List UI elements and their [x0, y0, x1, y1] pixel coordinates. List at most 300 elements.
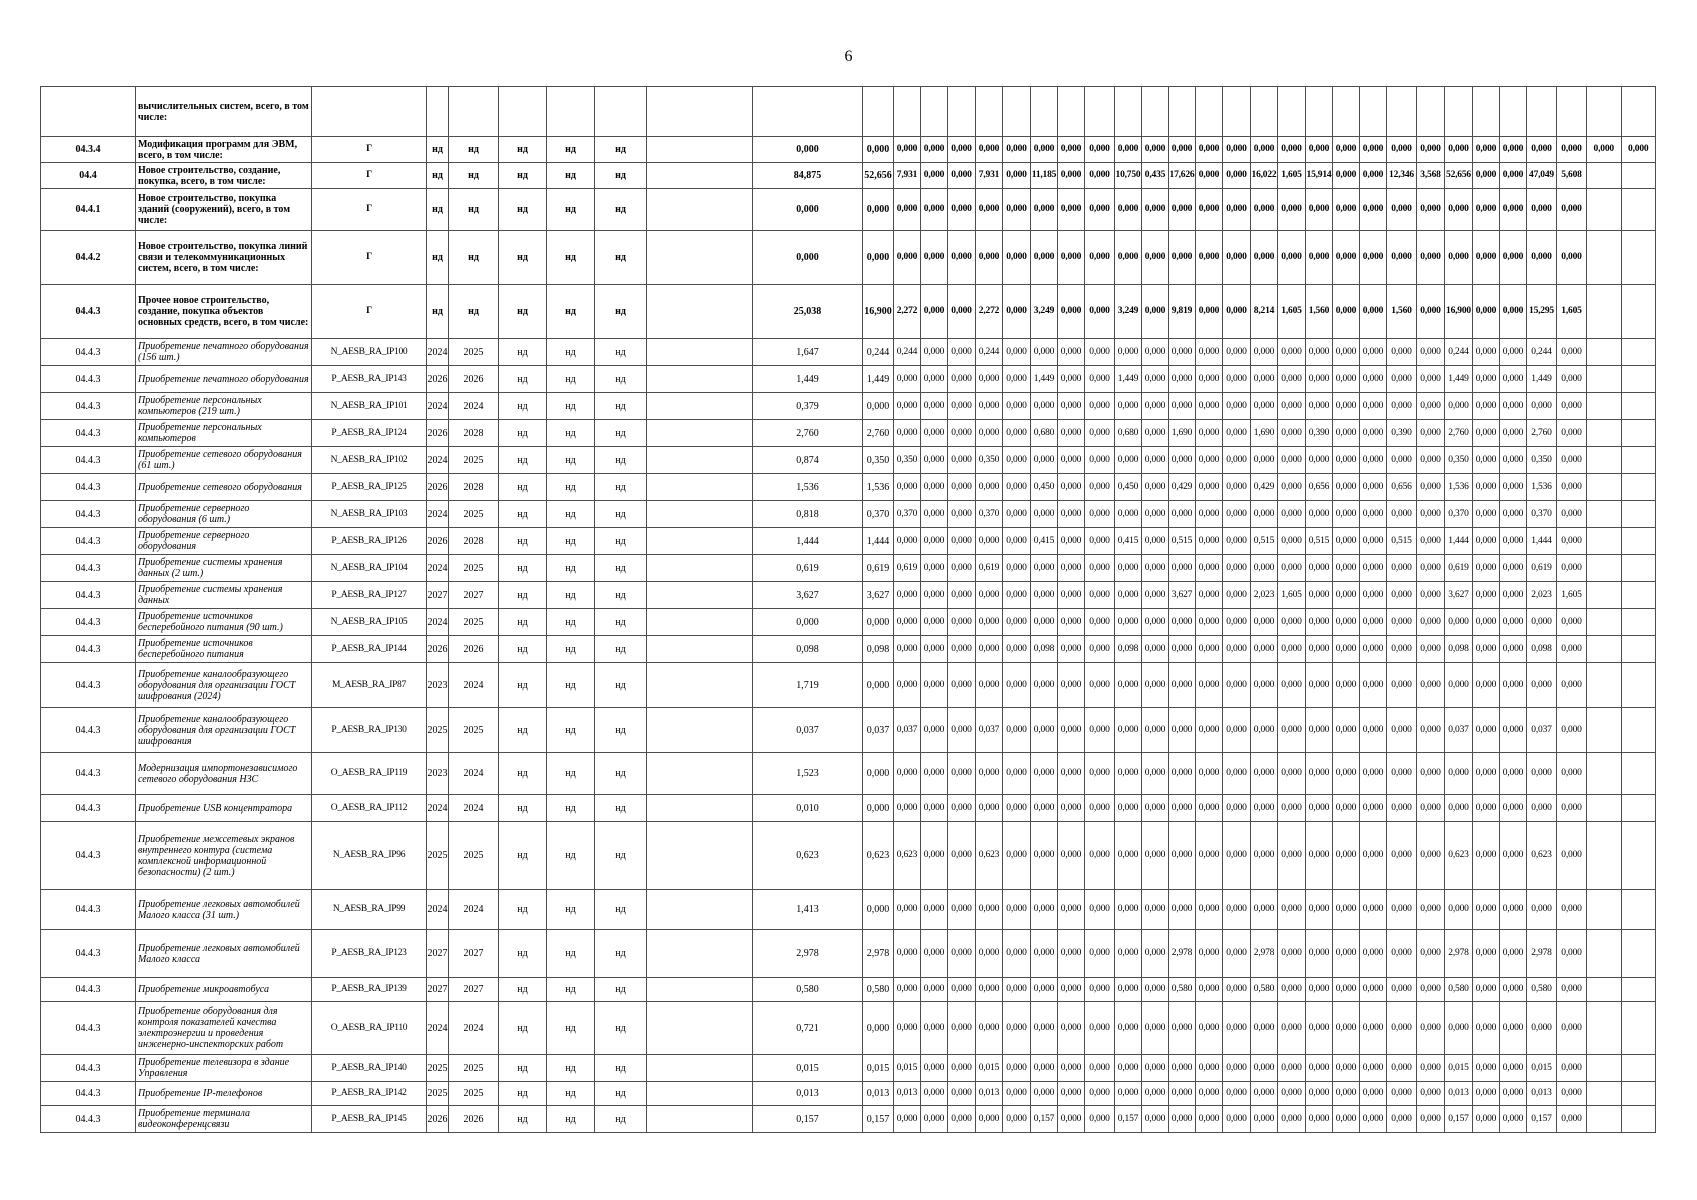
row-cell: нд	[595, 1106, 647, 1133]
value-cell: 0,000	[921, 339, 948, 366]
row-cell: нд	[499, 795, 547, 822]
row-total-financing: 0,015	[863, 1055, 894, 1082]
value-cell: 0,429	[1169, 474, 1196, 501]
table-row	[41, 393, 1656, 420]
value-cell: 0,000	[1251, 137, 1278, 163]
row-cell: нд	[499, 636, 547, 663]
value-cell: 0,000	[1621, 137, 1656, 163]
value-cell: 0,000	[948, 609, 976, 636]
value-cell: 0,000	[1058, 163, 1085, 189]
value-cell	[1587, 753, 1622, 795]
value-cell: 0,000	[1058, 582, 1085, 609]
value-cell: 0,000	[1306, 1002, 1333, 1055]
value-cell	[1621, 708, 1656, 753]
row-end-year: 2024	[449, 663, 499, 708]
row-start-year: нд	[427, 189, 449, 231]
value-cell: 0,000	[921, 189, 948, 231]
value-cell	[1621, 1055, 1656, 1082]
value-cell: 0,000	[948, 636, 976, 663]
row-cell: нд	[499, 420, 547, 447]
value-cell	[1587, 163, 1622, 189]
row-total-cost: 0,000	[753, 189, 863, 231]
value-cell: 0,000	[1142, 339, 1169, 366]
value-cell: 0,000	[1085, 366, 1115, 393]
value-cell: 0,000	[1387, 609, 1417, 636]
value-cell	[1587, 795, 1622, 822]
value-cell: 0,000	[976, 189, 1003, 231]
row-end-year: нд	[449, 137, 499, 163]
row-identifier: Г	[312, 231, 427, 285]
value-cell: 7,931	[894, 163, 921, 189]
value-cell: 1,605	[1278, 285, 1306, 339]
value-cell: 0,000	[1473, 663, 1500, 708]
value-cell: 0,000	[1306, 189, 1333, 231]
value-cell: 0,015	[1445, 1055, 1473, 1082]
value-cell: 0,415	[1031, 528, 1058, 555]
value-cell	[1003, 87, 1031, 137]
value-cell: 0,000	[976, 795, 1003, 822]
value-cell: 0,000	[1031, 609, 1058, 636]
value-cell: 0,000	[1333, 137, 1360, 163]
value-cell: 0,000	[948, 528, 976, 555]
value-cell: 15,295	[1527, 285, 1557, 339]
value-cell: 0,623	[1445, 822, 1473, 890]
value-cell: 0,000	[1333, 708, 1360, 753]
row-start-year	[427, 87, 449, 137]
value-cell: 0,000	[1058, 231, 1085, 285]
row-start-year: 2026	[427, 420, 449, 447]
row-cell: нд	[499, 753, 547, 795]
value-cell: 0,000	[1142, 1055, 1169, 1082]
value-cell: 0,000	[1142, 582, 1169, 609]
value-cell: 0,000	[1223, 189, 1251, 231]
row-cell: нд	[547, 189, 595, 231]
value-cell: 8,214	[1251, 285, 1278, 339]
row-end-year: 2025	[449, 339, 499, 366]
value-cell: 0,000	[1387, 189, 1417, 231]
value-cell: 0,000	[1196, 609, 1223, 636]
value-cell	[1621, 366, 1656, 393]
value-cell: 0,000	[948, 474, 976, 501]
row-code: 04.4	[41, 163, 136, 189]
value-cell: 0,580	[1527, 978, 1557, 1002]
value-cell: 1,605	[1557, 582, 1587, 609]
value-cell	[1417, 87, 1445, 137]
value-cell: 0,000	[1003, 420, 1031, 447]
row-name: Приобретение системы хранения данных (2 шт.)	[136, 555, 312, 582]
table-row	[41, 609, 1656, 636]
row-identifier: P_AESB_RA_IP143	[312, 366, 427, 393]
row-name: Приобретение телевизора в здание Управления	[136, 1055, 312, 1082]
value-cell: 5,608	[1557, 163, 1587, 189]
value-cell: 0,000	[1058, 1082, 1085, 1106]
value-cell: 0,000	[1473, 708, 1500, 753]
value-cell: 0,037	[976, 708, 1003, 753]
row-cell: нд	[595, 137, 647, 163]
table-row	[41, 978, 1656, 1002]
row-end-year: 2027	[449, 978, 499, 1002]
value-cell: 0,000	[1058, 795, 1085, 822]
row-cell: нд	[547, 663, 595, 708]
value-cell	[1621, 582, 1656, 609]
value-cell: 0,000	[1003, 163, 1031, 189]
value-cell: 0,000	[1387, 1106, 1417, 1133]
value-cell: 0,000	[1360, 890, 1387, 930]
row-total-cost: 0,037	[753, 708, 863, 753]
row-cell: нд	[595, 231, 647, 285]
row-cell: нд	[595, 978, 647, 1002]
row-cell: нд	[499, 1106, 547, 1133]
value-cell: 0,000	[1142, 474, 1169, 501]
value-cell: 0,350	[894, 447, 921, 474]
value-cell: 0,000	[1196, 420, 1223, 447]
value-cell: 0,000	[976, 636, 1003, 663]
value-cell: 0,656	[1306, 474, 1333, 501]
value-cell: 0,000	[1058, 1106, 1085, 1133]
row-code: 04.4.3	[41, 474, 136, 501]
value-cell: 0,000	[1527, 609, 1557, 636]
value-cell: 0,000	[1387, 890, 1417, 930]
value-cell: 0,000	[1058, 474, 1085, 501]
row-cell	[647, 555, 753, 582]
value-cell: 0,000	[1387, 366, 1417, 393]
value-cell: 3,249	[1115, 285, 1142, 339]
value-cell: 0,000	[1500, 795, 1527, 822]
value-cell: 0,000	[1003, 1055, 1031, 1082]
table-row	[41, 366, 1656, 393]
row-end-year: 2025	[449, 708, 499, 753]
value-cell: 1,690	[1251, 420, 1278, 447]
value-cell: 0,000	[894, 663, 921, 708]
value-cell: 0,000	[1360, 420, 1387, 447]
table-row	[41, 636, 1656, 663]
value-cell: 0,000	[1223, 1106, 1251, 1133]
value-cell: 0,000	[1031, 1055, 1058, 1082]
value-cell	[948, 87, 976, 137]
value-cell: 0,000	[1169, 366, 1196, 393]
value-cell: 0,000	[1360, 822, 1387, 890]
value-cell: 0,000	[1360, 231, 1387, 285]
value-cell: 0,000	[948, 420, 976, 447]
row-cell: нд	[547, 978, 595, 1002]
value-cell: 3,249	[1031, 285, 1058, 339]
value-cell: 0,515	[1169, 528, 1196, 555]
value-cell: 0,000	[921, 663, 948, 708]
value-cell: 0,000	[1473, 609, 1500, 636]
value-cell: 2,978	[1445, 930, 1473, 978]
value-cell: 0,000	[1387, 708, 1417, 753]
row-total-cost: 0,015	[753, 1055, 863, 1082]
row-start-year: 2024	[427, 609, 449, 636]
value-cell: 0,000	[1003, 978, 1031, 1002]
value-cell	[1587, 189, 1622, 231]
value-cell: 0,680	[1031, 420, 1058, 447]
row-code: 04.4.1	[41, 189, 136, 231]
row-end-year: нд	[449, 189, 499, 231]
value-cell: 0,000	[948, 753, 976, 795]
value-cell: 0,000	[1387, 1002, 1417, 1055]
row-cell: нд	[499, 1055, 547, 1082]
row-cell: нд	[499, 231, 547, 285]
value-cell: 0,000	[1003, 708, 1031, 753]
value-cell: 0,000	[1031, 189, 1058, 231]
value-cell: 0,000	[1196, 366, 1223, 393]
value-cell: 0,000	[894, 978, 921, 1002]
table-row	[41, 339, 1656, 366]
value-cell: 0,000	[1417, 663, 1445, 708]
row-cell	[647, 708, 753, 753]
value-cell: 2,978	[1251, 930, 1278, 978]
value-cell: 0,000	[1058, 1055, 1085, 1082]
value-cell: 0,000	[1473, 582, 1500, 609]
value-cell: 0,000	[921, 795, 948, 822]
row-name: Приобретение сетевого оборудования (61 шт.)	[136, 447, 312, 474]
value-cell: 0,000	[1360, 1055, 1387, 1082]
row-end-year: 2028	[449, 474, 499, 501]
value-cell: 0,000	[894, 582, 921, 609]
value-cell: 0,000	[1557, 474, 1587, 501]
value-cell: 0,000	[976, 609, 1003, 636]
value-cell: 0,000	[1278, 555, 1306, 582]
value-cell: 0,000	[1058, 753, 1085, 795]
value-cell: 0,000	[1031, 582, 1058, 609]
value-cell: 0,000	[1115, 753, 1142, 795]
value-cell: 0,000	[1085, 822, 1115, 890]
value-cell: 0,000	[894, 366, 921, 393]
value-cell	[1621, 528, 1656, 555]
value-cell: 0,000	[1417, 609, 1445, 636]
value-cell: 0,000	[921, 501, 948, 528]
value-cell: 0,000	[1557, 890, 1587, 930]
row-identifier: P_AESB_RA_IP145	[312, 1106, 427, 1133]
value-cell: 0,000	[1085, 930, 1115, 978]
value-cell: 0,000	[921, 231, 948, 285]
value-cell: 0,000	[1527, 1002, 1557, 1055]
value-cell: 0,000	[1557, 930, 1587, 978]
value-cell: 0,515	[1251, 528, 1278, 555]
value-cell: 0,000	[976, 137, 1003, 163]
value-cell: 0,000	[1527, 137, 1557, 163]
value-cell: 0,000	[1417, 1002, 1445, 1055]
row-total-financing: 1,444	[863, 528, 894, 555]
value-cell: 0,000	[1003, 890, 1031, 930]
value-cell: 0,000	[1169, 795, 1196, 822]
value-cell	[1196, 87, 1223, 137]
value-cell: 9,819	[1169, 285, 1196, 339]
row-start-year: 2024	[427, 890, 449, 930]
row-cell	[647, 795, 753, 822]
row-total-financing: 0,000	[863, 393, 894, 420]
value-cell: 0,000	[1278, 501, 1306, 528]
row-identifier: P_AESB_RA_IP126	[312, 528, 427, 555]
row-start-year: 2025	[427, 1055, 449, 1082]
value-cell: 0,000	[921, 366, 948, 393]
value-cell: 1,605	[1557, 285, 1587, 339]
value-cell: 0,000	[921, 137, 948, 163]
row-cell	[647, 1082, 753, 1106]
value-cell: 0,000	[1278, 708, 1306, 753]
value-cell: 0,000	[1417, 555, 1445, 582]
value-cell: 0,000	[1142, 930, 1169, 978]
value-cell	[1621, 822, 1656, 890]
row-cell: нд	[595, 795, 647, 822]
row-cell: нд	[547, 501, 595, 528]
value-cell: 0,000	[894, 231, 921, 285]
value-cell: 0,000	[1115, 795, 1142, 822]
row-code: 04.4.3	[41, 890, 136, 930]
value-cell: 0,000	[1333, 890, 1360, 930]
value-cell: 0,000	[1223, 339, 1251, 366]
value-cell: 0,000	[921, 555, 948, 582]
row-cell: нд	[547, 822, 595, 890]
value-cell	[1621, 1106, 1656, 1133]
row-cell	[647, 366, 753, 393]
value-cell: 0,000	[1169, 137, 1196, 163]
value-cell	[1278, 87, 1306, 137]
value-cell: 0,000	[1417, 231, 1445, 285]
value-cell: 0,000	[1360, 1106, 1387, 1133]
value-cell: 0,000	[1115, 1055, 1142, 1082]
row-cell	[647, 447, 753, 474]
row-identifier: P_AESB_RA_IP139	[312, 978, 427, 1002]
value-cell: 0,000	[1196, 822, 1223, 890]
row-cell	[647, 609, 753, 636]
value-cell: 0,000	[1058, 393, 1085, 420]
row-cell: нд	[547, 753, 595, 795]
value-cell: 0,000	[976, 366, 1003, 393]
value-cell: 0,000	[921, 528, 948, 555]
value-cell: 0,000	[948, 663, 976, 708]
value-cell: 0,000	[976, 1106, 1003, 1133]
value-cell: 0,000	[1360, 1082, 1387, 1106]
row-cell: нд	[547, 1082, 595, 1106]
value-cell: 1,444	[1445, 528, 1473, 555]
row-cell: нд	[499, 528, 547, 555]
row-total-cost: 25,038	[753, 285, 863, 339]
value-cell: 0,000	[1527, 189, 1557, 231]
row-cell: нд	[547, 474, 595, 501]
value-cell: 0,000	[1360, 582, 1387, 609]
value-cell: 0,000	[1278, 137, 1306, 163]
row-identifier: Г	[312, 189, 427, 231]
row-end-year: 2028	[449, 420, 499, 447]
value-cell: 0,000	[1417, 753, 1445, 795]
value-cell: 0,000	[1360, 474, 1387, 501]
row-cell: нд	[499, 163, 547, 189]
value-cell: 0,000	[1306, 393, 1333, 420]
value-cell: 0,000	[1223, 366, 1251, 393]
row-start-year: 2025	[427, 708, 449, 753]
value-cell: 0,000	[1387, 663, 1417, 708]
value-cell: 0,000	[1387, 930, 1417, 978]
row-code: 04.4.3	[41, 339, 136, 366]
row-start-year: 2024	[427, 339, 449, 366]
row-cell	[647, 930, 753, 978]
value-cell: 0,000	[1223, 930, 1251, 978]
row-identifier: N_AESB_RA_IP103	[312, 501, 427, 528]
value-cell: 0,000	[1500, 528, 1527, 555]
value-cell: 0,000	[1473, 231, 1500, 285]
value-cell: 2,978	[1527, 930, 1557, 978]
value-cell: 0,000	[1306, 890, 1333, 930]
value-cell: 0,000	[1251, 1055, 1278, 1082]
value-cell: 0,244	[976, 339, 1003, 366]
value-cell: 0,000	[1417, 339, 1445, 366]
table-row	[41, 474, 1656, 501]
value-cell	[1473, 87, 1500, 137]
value-cell: 0,000	[1085, 501, 1115, 528]
value-cell: 0,000	[1169, 753, 1196, 795]
value-cell: 0,000	[894, 1002, 921, 1055]
value-cell: 0,000	[948, 137, 976, 163]
value-cell: 0,000	[1251, 822, 1278, 890]
row-start-year: 2026	[427, 474, 449, 501]
value-cell: 0,000	[921, 1106, 948, 1133]
value-cell: 0,000	[1500, 231, 1527, 285]
value-cell: 0,000	[1557, 231, 1587, 285]
value-cell: 0,000	[1085, 447, 1115, 474]
value-cell: 0,000	[1278, 339, 1306, 366]
value-cell	[1587, 393, 1622, 420]
value-cell: 0,000	[921, 930, 948, 978]
value-cell: 0,000	[1058, 636, 1085, 663]
value-cell: 0,000	[1115, 137, 1142, 163]
value-cell	[1251, 87, 1278, 137]
value-cell: 0,000	[1278, 366, 1306, 393]
value-cell: 0,000	[1557, 795, 1587, 822]
row-start-year: 2025	[427, 1082, 449, 1106]
value-cell: 0,390	[1306, 420, 1333, 447]
value-cell: 0,000	[1500, 708, 1527, 753]
value-cell: 0,244	[894, 339, 921, 366]
value-cell: 0,000	[1500, 366, 1527, 393]
value-cell: 0,000	[1085, 753, 1115, 795]
value-cell: 0,000	[1251, 1002, 1278, 1055]
value-cell: 0,000	[1360, 339, 1387, 366]
table-row	[41, 447, 1656, 474]
value-cell: 0,000	[1251, 189, 1278, 231]
row-code: 04.4.3	[41, 1055, 136, 1082]
value-cell	[1587, 420, 1622, 447]
value-cell: 0,350	[976, 447, 1003, 474]
value-cell: 0,000	[1115, 231, 1142, 285]
value-cell: 2,760	[1445, 420, 1473, 447]
row-cell: нд	[595, 708, 647, 753]
value-cell: 0,000	[1003, 285, 1031, 339]
row-total-financing: 0,350	[863, 447, 894, 474]
row-name: Приобретение серверного оборудования (6 шт.)	[136, 501, 312, 528]
value-cell: 1,560	[1387, 285, 1417, 339]
value-cell: 47,049	[1527, 163, 1557, 189]
value-cell: 0,000	[921, 447, 948, 474]
value-cell: 0,000	[1333, 978, 1360, 1002]
value-cell: 0,000	[1223, 753, 1251, 795]
row-total-financing: 1,449	[863, 366, 894, 393]
row-total-financing: 3,627	[863, 582, 894, 609]
row-code: 04.4.3	[41, 636, 136, 663]
value-cell: 0,000	[1500, 822, 1527, 890]
value-cell: 0,000	[1251, 393, 1278, 420]
row-code	[41, 87, 136, 137]
value-cell: 0,000	[921, 474, 948, 501]
row-cell: нд	[595, 285, 647, 339]
row-start-year: 2024	[427, 1002, 449, 1055]
table-row	[41, 663, 1656, 708]
value-cell: 0,000	[1473, 555, 1500, 582]
value-cell: 0,000	[1527, 890, 1557, 930]
value-cell	[1621, 930, 1656, 978]
row-cell: нд	[547, 366, 595, 393]
